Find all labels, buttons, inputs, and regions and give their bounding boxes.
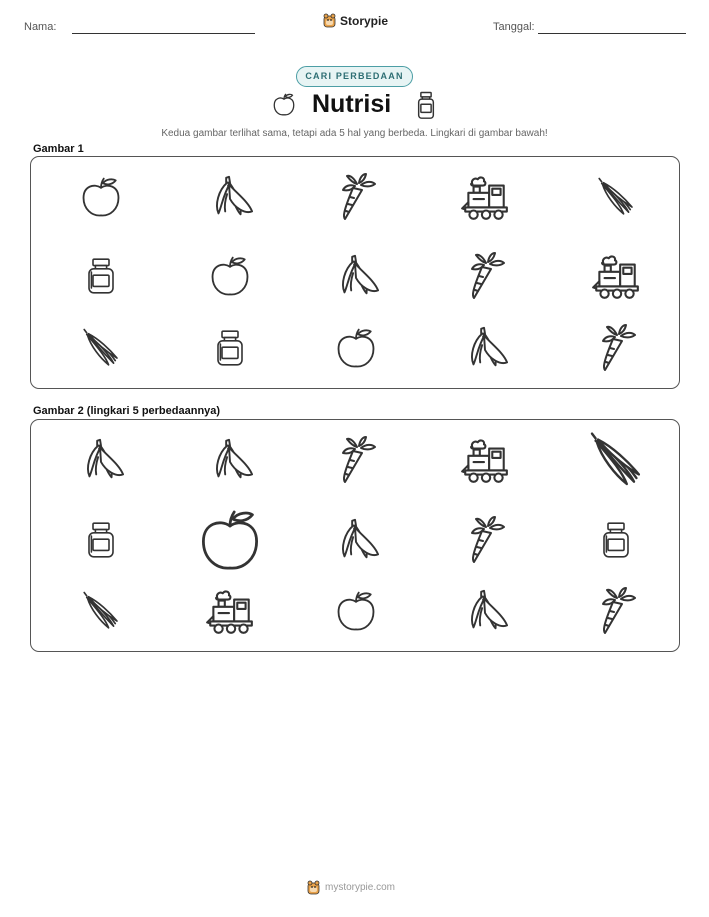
banana-icon (461, 324, 509, 372)
activity-badge: CARI PERBEDAAN (296, 66, 413, 87)
apple-icon (207, 253, 253, 299)
train-icon (590, 250, 642, 302)
footer (307, 880, 395, 895)
section1-label: Gambar 1 (33, 143, 84, 155)
date-field[interactable] (538, 33, 686, 34)
name-label: Nama: (24, 21, 57, 33)
carrot-icon (591, 323, 641, 373)
storypie-mascot-icon (307, 880, 320, 895)
jar-title-icon (415, 90, 437, 120)
footer-url: mystorypie.com (325, 882, 396, 893)
banana-icon[interactable] (332, 516, 380, 564)
page-title: Nutrisi (312, 90, 392, 118)
apple-icon (333, 325, 379, 371)
apple-icon[interactable] (195, 505, 265, 575)
train-icon[interactable] (204, 585, 256, 637)
beans-icon[interactable] (80, 590, 122, 632)
apple-icon[interactable] (333, 588, 379, 634)
section2-label: Gambar 2 (lingkari 5 perbedaannya) (33, 405, 221, 417)
instructions: Kedua gambar terlihat sama, tetapi ada 5 hal yang berbeda. Lingkari di gambar bawah! (161, 128, 548, 139)
jar-icon (81, 256, 121, 296)
banana-icon[interactable] (461, 587, 509, 635)
jar-icon (210, 328, 250, 368)
train-icon (459, 171, 511, 223)
name-field[interactable] (72, 33, 255, 34)
brand-name: Storypie (340, 13, 389, 28)
carrot-icon[interactable] (591, 586, 641, 636)
carrot-icon (460, 251, 510, 301)
banana-icon[interactable] (206, 436, 254, 484)
train-icon[interactable] (459, 434, 511, 486)
storypie-mascot-icon (323, 13, 336, 28)
brand-logo (323, 13, 388, 28)
carrot-icon (331, 172, 381, 222)
banana-icon[interactable] (77, 436, 125, 484)
carrot-icon[interactable] (460, 515, 510, 565)
banana-icon (206, 173, 254, 221)
jar-icon[interactable] (81, 520, 121, 560)
beans-icon (80, 327, 122, 369)
date-label: Tanggal: (493, 21, 535, 33)
apple-icon (78, 174, 124, 220)
jar-icon[interactable] (596, 520, 636, 560)
apple-title-icon (271, 92, 297, 118)
carrot-icon[interactable] (331, 435, 381, 485)
banana-icon (332, 252, 380, 300)
beans-icon[interactable] (586, 430, 646, 490)
beans-icon (595, 176, 637, 218)
